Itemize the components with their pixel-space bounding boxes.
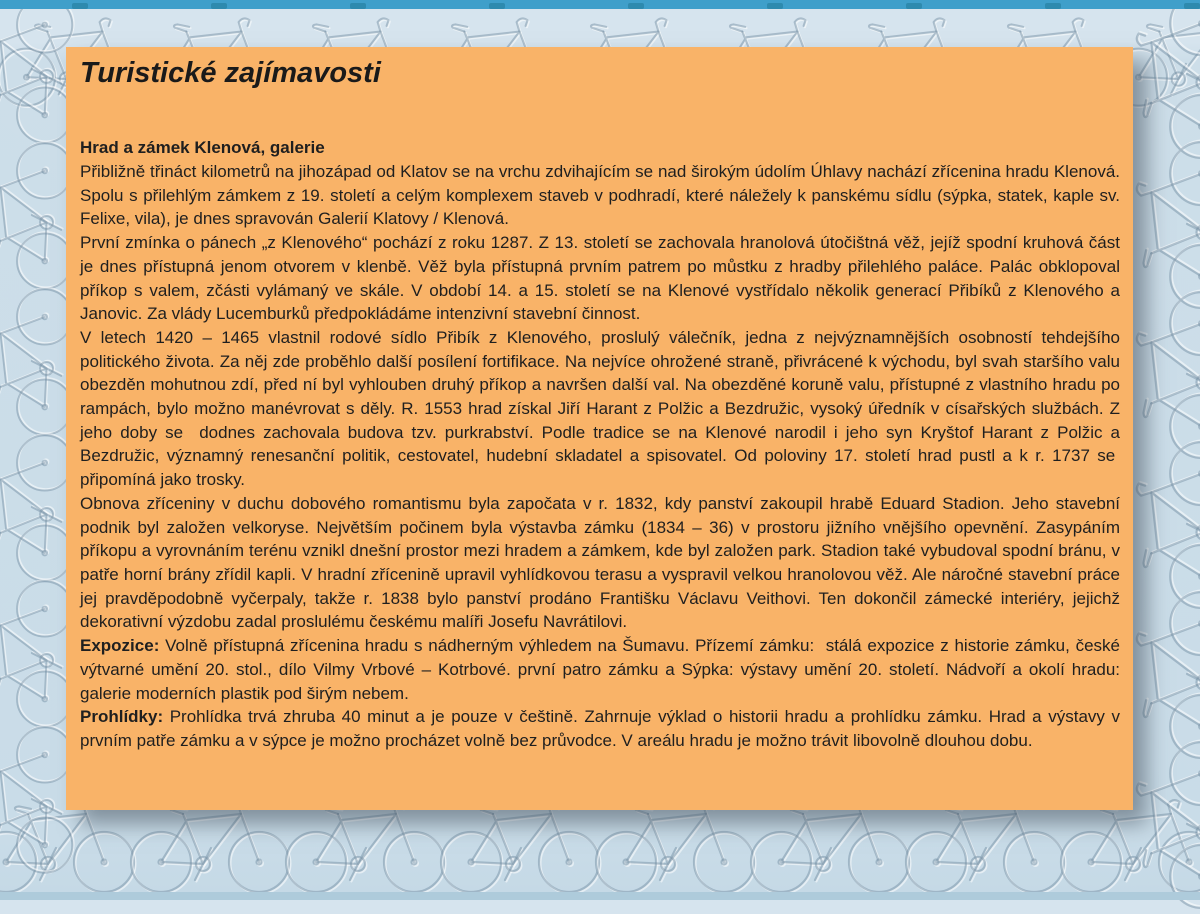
paragraph — [80, 231, 1120, 326]
pattern-notch — [767, 3, 783, 9]
paragraph-text: Přibližně třináct kilometrů na jihozápad od Klatov se na vrchu zdvihajícím se nad širokým údolím Úhlavy nachází zřícenina hradu Klenová. Spolu s přilehlým zámkem z 19. století a celým komplexem staveb v podhradí, které náležely k panskému sídlu (sýpka, statek, kaple sv. Felixe, vila), je dnes spravován Galerií Klatovy / Klenová. — [80, 162, 1120, 228]
paragraph — [80, 705, 1120, 752]
bicycle-icon — [280, 796, 450, 896]
bottom-accent-bar — [0, 892, 1200, 900]
bicycle-icon — [0, 138, 76, 294]
paragraph — [80, 634, 1120, 705]
bicycle-icon — [125, 796, 295, 896]
content-panel — [66, 47, 1133, 810]
pattern-notch — [350, 3, 366, 9]
paragraph-text: Obnova zříceniny v duchu dobového romantismu byla započata v r. 1832, kdy panství zakoupil hrabě Eduard Stadion. Jeho stavební podnik byl založen velkoryse. Největším počinem byla výstavba zámku (1834 – 36) v prostoru jižního vnějšího opevnění. Zasypáním příkopu a vyrovnáním terénu vznikl dnešní prostor mezi hradem a zámkem, kde byl založen park. Stadion také vybudoval spodní bránu, v patře horní brány zřídil kapli. V hradní zřícenině upravil vyhlídkovou terasu a vyspravil velkou hranolovou věž. Ale náročné stavební práce jej pravděpodobně vyčerpaly, takže r. 1838 bylo panství prodáno Františku Václavu Veithovi. Ten dokončil zámecké interiéry, jejichž dekorativní výzdobu zadal proslulému českému malíři Josefu Navrátilovi. — [80, 494, 1120, 632]
page-title: Turistické zajímavosti — [80, 57, 1120, 90]
bicycle-icon — [0, 430, 76, 586]
bicycle-icon — [0, 0, 76, 148]
bicycle-icon — [0, 576, 76, 732]
paragraph — [80, 492, 1120, 634]
body-text — [80, 136, 1120, 752]
bicycle-icon — [745, 796, 915, 896]
bicycle-icon — [435, 796, 605, 896]
bicycle-icon — [900, 796, 1070, 896]
paragraph — [80, 160, 1120, 231]
paragraph-text: V letech 1420 – 1465 vlastnil rodové sídlo Přibík z Klenového, proslulý válečník, jedna z nejvýznamnějších osobností tehdejšího politického života. Za něj zde proběhlo další posílení fortifikace. Na nejvíce ohrožené straně, přivrácené k východu, byl svah staršího valu obezděn mohutnou zdí, před ní byl vyhlouben druhý příkop a navršen další val. Na obezděné koruně valu, přístupné z vlastního hradu po rampách, bylo možno manévrovat s děly. R. 1553 hrad získal Jiří Harant z Polžic a Bezdružic, vysoký úředník v císařských službách. Z jeho doby se dodnes zachovala budova tzv. purkrabství. Podle tradice se na Klenové narodil i jeho syn Kryštof Harant z Polžic a Bezdružic, významný renesanční politik, cestovatel, hudební skladatel a spisovatel. Od poloviny 17. století hrad pustl a k r. 1737 se připomíná jako trosky. — [80, 328, 1120, 489]
section-heading: Hrad a zámek Klenová, galerie — [80, 136, 1120, 160]
pattern-notch — [628, 3, 644, 9]
paragraph — [80, 326, 1120, 492]
bicycle-icon — [0, 722, 76, 878]
paragraph-text: První zmínka o pánech „z Klenového“ pochází z roku 1287. Z 13. století se zachovala hranolová útočištná věž, jejíž spodní kruhová část je dnes přístupná jenom otvorem v klenbě. Věž byla přístupná prvním patrem po můstku z hradby přilehlého paláce. Palác obklopoval příkop s valem, zčásti vylámaný ve skále. V období 14. a 15. století se na Klenové vystřídalo několik generací Přibíků z Klenového a Janovic. Za vlády Lucemburků předpokládáme intenzivní stavební činnost. — [80, 233, 1120, 323]
bicycle-icon — [1133, 736, 1200, 914]
bicycle-icon — [590, 796, 760, 896]
bicycle-icon — [0, 284, 76, 440]
paragraph-lead: Expozice: — [80, 636, 159, 655]
pattern-notch — [1045, 3, 1061, 9]
pattern-notch — [1184, 3, 1200, 9]
paragraph-lead: Prohlídky: — [80, 707, 163, 726]
pattern-notch — [211, 3, 227, 9]
pattern-notch — [489, 3, 505, 9]
top-accent-bar — [0, 0, 1200, 9]
pattern-notch — [72, 3, 88, 9]
pattern-notch — [906, 3, 922, 9]
paragraph-text: Prohlídka trvá zhruba 40 minut a je pouze v češtině. Zahrnuje výklad o historii hradu a prohlídku zámku. Hrad a výstavy v prvním patře zámku a v sýpce je možno procházet volně bez průvodce. V areálu hradu je možno trávit libovolně dlouhou dobu. — [80, 707, 1120, 750]
paragraph-text: Volně přístupná zřícenina hradu s nádherným výhledem na Šumavu. Přízemí zámku: stálá expozice z historie zámku, české výtvarné umění 20. stol., dílo Vilmy Vrbové – Kotrbové. první patro zámku a Sýpka: výstavy umění 20. století. Nádvoří a okolí hradu: galerie moderních plastik pod širým nebem. — [80, 636, 1120, 702]
